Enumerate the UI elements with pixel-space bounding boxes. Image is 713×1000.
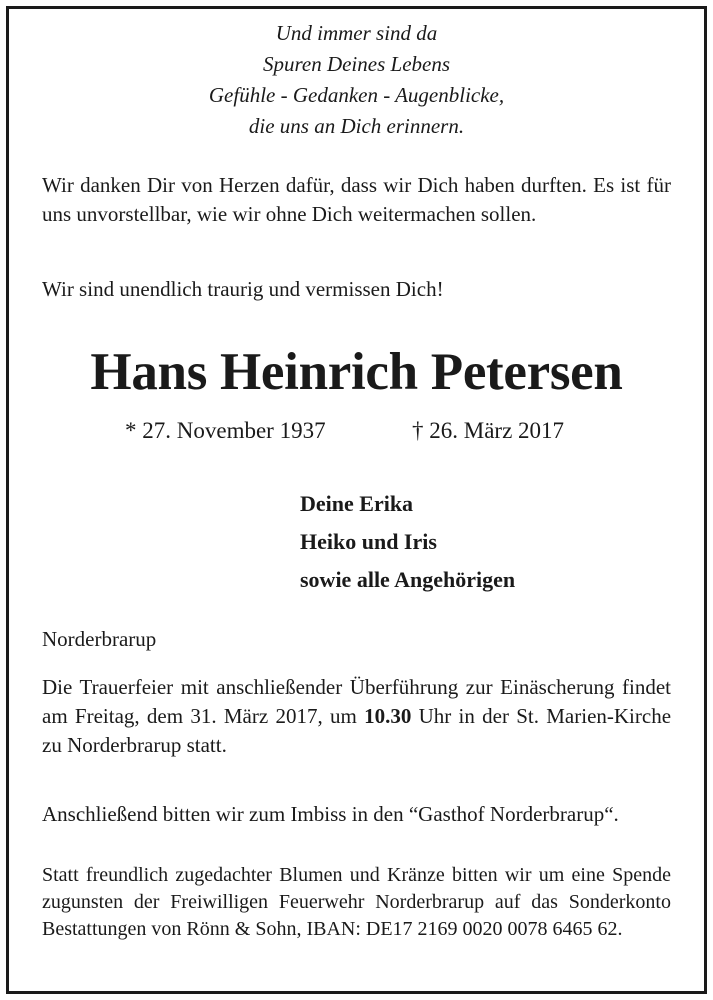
place-name: Norderbrarup: [42, 627, 157, 651]
funeral-text-before: Die Trauerfeier mit anschließender Überführung zur Einäscherung findet am Freitag, dem 31. März 2017, um: [42, 675, 671, 728]
funeral-paragraph: [42, 673, 671, 760]
poem-line: die uns an Dich erinnern.: [248, 114, 465, 138]
donation-paragraph: Statt freundlich zugedachter Blumen und Kränze bitten wir um eine Spende zugunsten der Freiwilligen Feuerwehr Norderbrarup auf das Sonderkonto Bestattungen von Rönn & Sohn, IBAN: DE17 2169 0020 0078 6465 62.: [42, 864, 671, 940]
thanks-paragraph: Wir danken Dir von Herzen dafür, dass wir Dich haben durften. Es ist für uns unvorstellbar, wie wir ohne Dich weitermachen sollen.: [42, 173, 671, 226]
poem-line: Spuren Deines Lebens: [262, 52, 451, 76]
mourner: Heiko und Iris: [300, 529, 437, 554]
mourner: Deine Erika: [300, 491, 414, 516]
poem-line: Gefühle - Gedanken - Augenblicke,: [208, 83, 505, 107]
mourners-list: [300, 485, 515, 599]
death-date: † 26. März 2017: [412, 418, 565, 443]
funeral-text-after: Uhr in der St. Marien-Kirche zu Norderbrarup statt.: [42, 704, 672, 757]
poem: [0, 18, 713, 142]
birth-date: * 27. November 1937: [125, 418, 326, 443]
funeral-time: 10.30: [364, 704, 412, 728]
poem-line: Und immer sind da: [275, 21, 438, 45]
reception-paragraph: Anschließend bitten wir zum Imbiss in den “Gasthof Norderbrarup“.: [42, 802, 619, 826]
mourner: sowie alle Angehörigen: [300, 567, 516, 592]
sorrow-line: Wir sind unendlich traurig und vermissen Dich!: [42, 277, 444, 301]
deceased-name: Hans Heinrich Petersen: [90, 343, 623, 401]
